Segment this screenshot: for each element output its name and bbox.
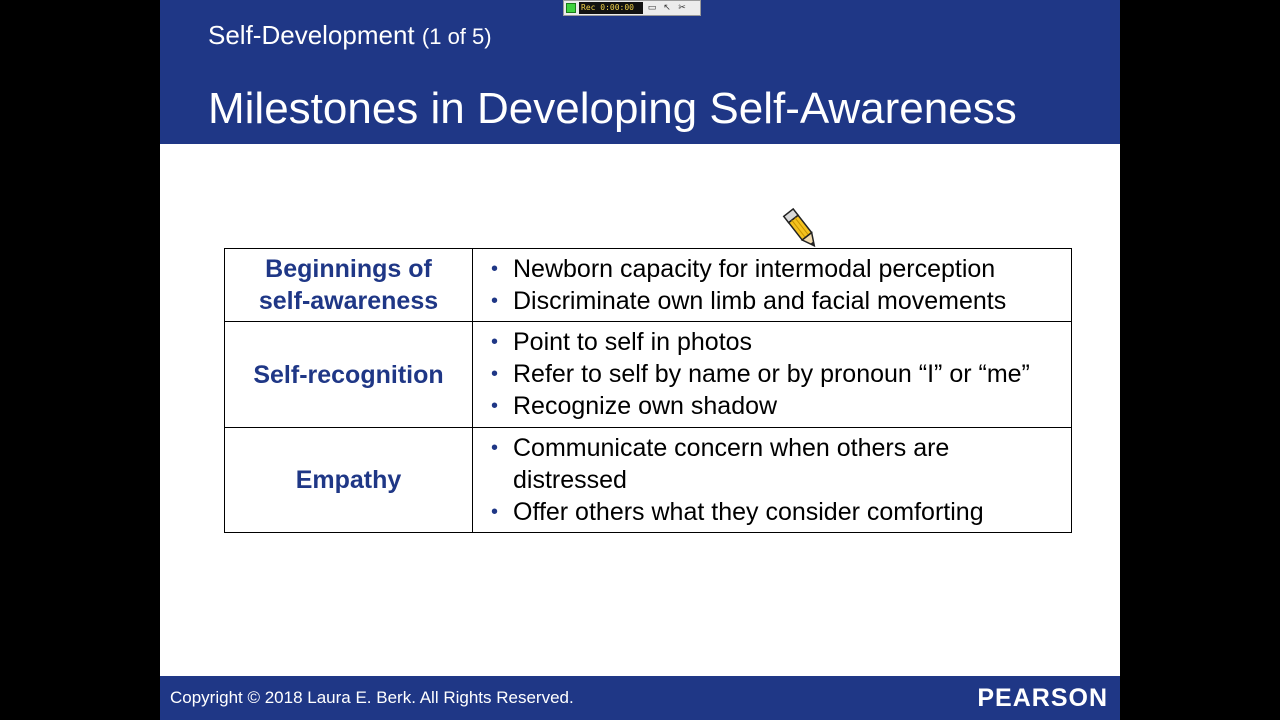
milestone-label-text: Empathy	[295, 466, 402, 494]
milestone-items	[473, 322, 1072, 428]
slide	[160, 0, 1120, 720]
table-row	[225, 322, 1072, 428]
section-title-text: Self-Development	[208, 20, 415, 50]
list-item	[491, 432, 1063, 496]
bullet-list	[491, 432, 1063, 528]
bullet-icon: •	[491, 331, 499, 353]
list-item	[491, 326, 1063, 358]
milestone-label	[225, 428, 473, 533]
list-item-text: Discriminate own limb and facial movements	[513, 287, 1007, 315]
bullet-list	[491, 253, 1063, 317]
record-indicator-icon[interactable]	[566, 3, 576, 13]
table-row	[225, 249, 1072, 322]
milestone-label-line: Beginnings of	[265, 255, 432, 283]
list-item-text: Offer others what they consider comforting	[513, 498, 984, 526]
list-item	[491, 253, 1063, 285]
bullet-icon: •	[491, 258, 499, 280]
list-item	[491, 285, 1063, 317]
comment-icon[interactable]: ▭	[647, 3, 657, 13]
bullet-list	[491, 326, 1063, 422]
bullet-icon: •	[491, 437, 499, 459]
milestones-table	[224, 248, 1072, 533]
slide-header	[160, 0, 1120, 144]
pointer-icon[interactable]: ↖	[663, 3, 671, 13]
milestone-items	[473, 249, 1072, 322]
list-item	[491, 358, 1063, 390]
recording-time: Rec 0:00:00	[579, 2, 643, 14]
table-row	[225, 428, 1072, 533]
milestone-label-line: self-awareness	[258, 287, 439, 315]
milestone-items	[473, 428, 1072, 533]
pearson-logo: PEARSON	[977, 684, 1108, 712]
list-item-text: Point to self in photos	[513, 328, 753, 356]
section-count: (1 of 5)	[421, 24, 492, 49]
bullet-icon: •	[491, 290, 499, 312]
milestone-label-text: Self-recognition	[253, 360, 444, 389]
list-item-text: Recognize own shadow	[513, 392, 778, 420]
list-item	[491, 496, 1063, 528]
section-title	[208, 20, 492, 51]
bullet-icon: •	[491, 363, 499, 385]
list-item-text: Refer to self by name or by pronoun “I” or “me”	[513, 360, 1030, 388]
recording-toolbar	[563, 0, 701, 16]
copyright-text: Copyright © 2018 Laura E. Berk. All Rights Reserved.	[170, 688, 574, 707]
list-item-text: Newborn capacity for intermodal perception	[513, 255, 996, 283]
bullet-icon: •	[491, 395, 499, 417]
slide-title: Milestones in Developing Self-Awareness	[208, 84, 1017, 133]
list-item	[491, 390, 1063, 422]
list-item-text: Communicate concern when others are distressed	[513, 434, 950, 494]
scissors-icon[interactable]: ✂	[678, 3, 686, 13]
milestone-label	[225, 249, 473, 322]
bullet-icon: •	[491, 501, 499, 523]
milestone-label	[225, 322, 473, 428]
slide-footer	[160, 676, 1120, 720]
pencil-cursor-icon	[782, 206, 822, 254]
